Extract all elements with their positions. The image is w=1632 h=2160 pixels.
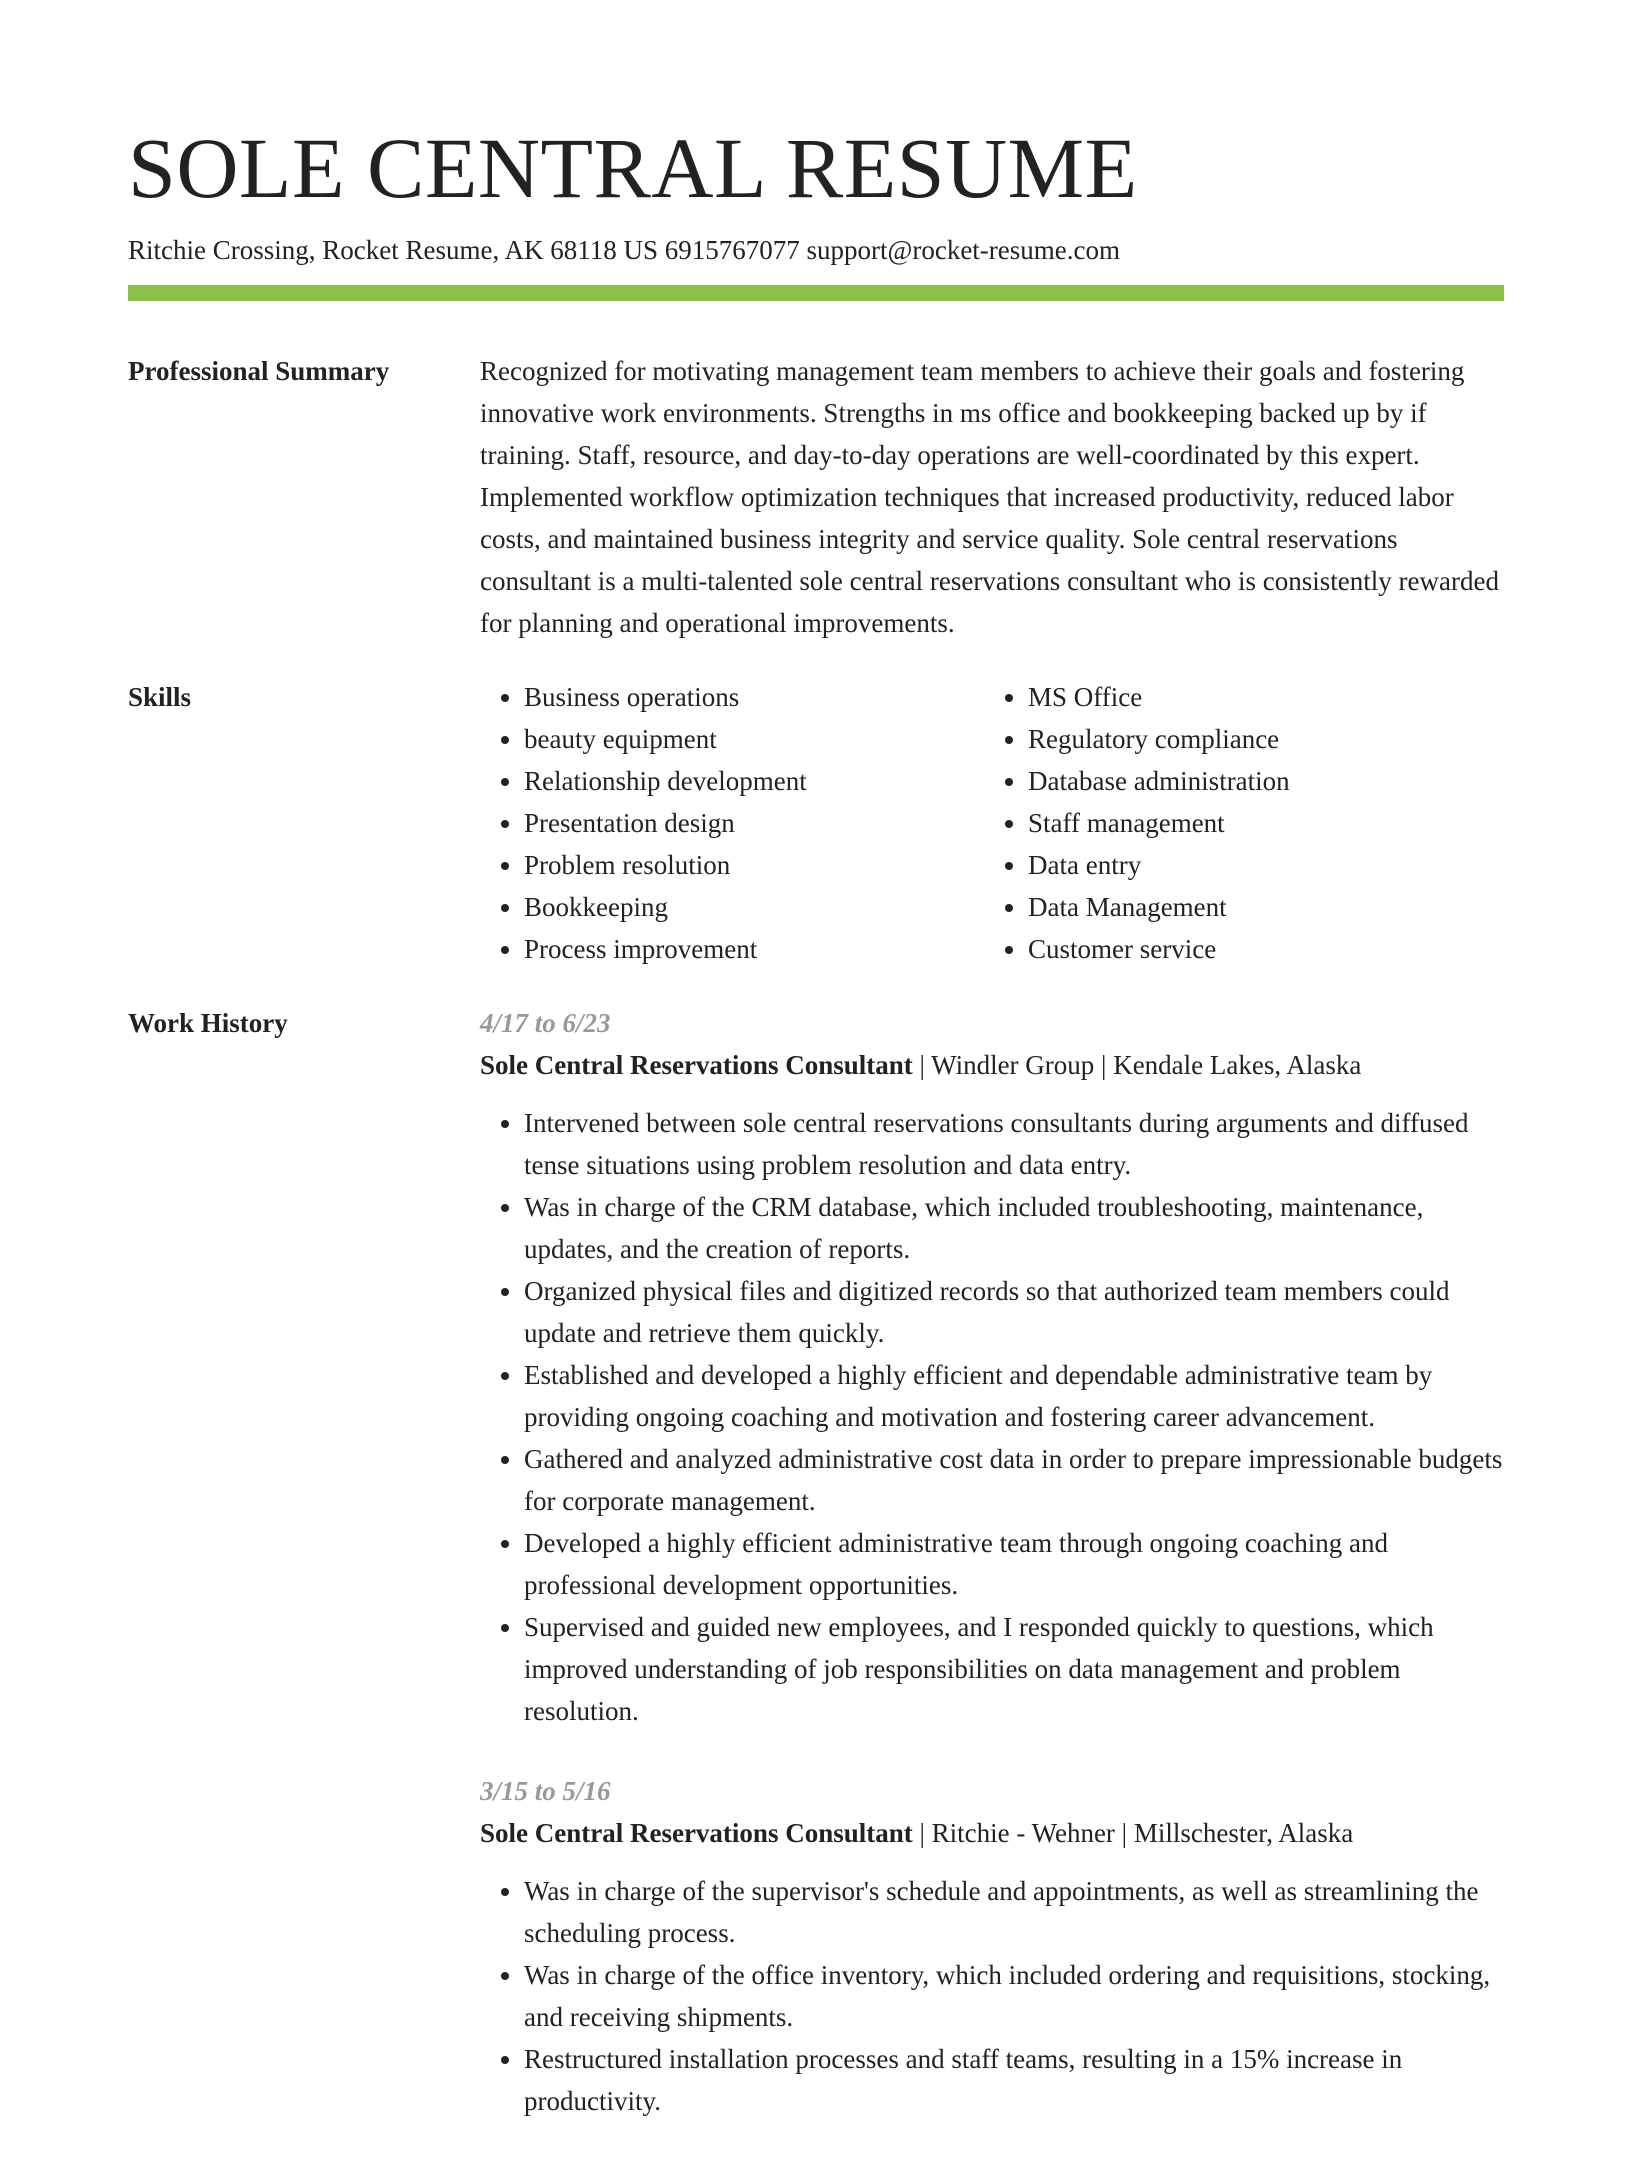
job-bullets <box>480 1870 1504 2122</box>
summary-text: Recognized for motivating management team members to achieve their goals and fostering innovative work environments. Strengths in ms office and bookkeeping backed up by if training. Staff, resource, and day-to-day operations are well-coordinated by this expert. Implemented workflow optimization techniques that increased productivity, reduced labor costs, and maintained business integrity and service quality. Sole central reservations consultant is a multi-talented sole central reservations consultant who is consistently rewarded for planning and operational improvements. <box>480 356 1499 638</box>
job-company-location: | Ritchie - Wehner | Millschester, Alaska <box>912 1818 1354 1848</box>
header-divider <box>128 285 1504 301</box>
job-company-location: | Windler Group | Kendale Lakes, Alaska <box>912 1050 1362 1080</box>
job-bullet: • Organized physical files and digitized records so that authorized team members could update and retrieve them quickly. <box>524 1270 1504 1354</box>
skills-list-right <box>984 676 1488 970</box>
job-title: Sole Central Reservations Consultant <box>480 1050 913 1080</box>
job-bullet: • Was in charge of the supervisor's schedule and appointments, as well as streamlining the scheduling process. <box>524 1870 1504 1954</box>
job-title: Sole Central Reservations Consultant <box>480 1818 913 1848</box>
job-bullet: • Supervised and guided new employees, and I responded quickly to questions, which improved understanding of job responsibilities on data management and problem resolution. <box>524 1606 1504 1732</box>
resume-name: SOLE CENTRAL RESUME <box>128 120 1138 216</box>
job-bullet: • Was in charge of the CRM database, which included troubleshooting, maintenance, updates, and the creation of reports. <box>524 1186 1504 1270</box>
skill-item: • Relationship development <box>524 760 984 802</box>
skill-item: • Data entry <box>1028 844 1488 886</box>
job-bullet: • Established and developed a highly efficient and dependable administrative team by providing ongoing coaching and motivation and fostering career advancement. <box>524 1354 1504 1438</box>
job-bullet: • Was in charge of the office inventory, which included ordering and requisitions, stocking, and receiving shipments. <box>524 1954 1504 2038</box>
job-bullets <box>480 1102 1504 1732</box>
skill-item: • Problem resolution <box>524 844 984 886</box>
skill-item: • Data Management <box>1028 886 1488 928</box>
job-dates: 3/15 to 5/16 <box>480 1776 611 1806</box>
job-header <box>480 1044 1504 1086</box>
job-bullet: • Developed a highly efficient administrative team through ongoing coaching and professional development opportunities. <box>524 1522 1504 1606</box>
skills-list-left <box>480 676 984 970</box>
skill-item: • Database administration <box>1028 760 1488 802</box>
skill-item: • Business operations <box>524 676 984 718</box>
skill-item: • Presentation design <box>524 802 984 844</box>
skill-item: • beauty equipment <box>524 718 984 760</box>
job-entry <box>480 1002 1504 1732</box>
skill-item: • Process improvement <box>524 928 984 970</box>
skill-item: • Regulatory compliance <box>1028 718 1488 760</box>
skill-item: • Bookkeeping <box>524 886 984 928</box>
work-history-heading: Work History <box>128 1008 288 1038</box>
job-bullet: • Intervened between sole central reservations consultants during arguments and diffused tense situations using problem resolution and data entry. <box>524 1102 1504 1186</box>
job-entry <box>480 1770 1504 2122</box>
skill-item: • Customer service <box>1028 928 1488 970</box>
skill-item: • MS Office <box>1028 676 1488 718</box>
job-bullet: • Gathered and analyzed administrative cost data in order to prepare impressionable budgets for corporate management. <box>524 1438 1504 1522</box>
job-header <box>480 1812 1504 1854</box>
job-dates: 4/17 to 6/23 <box>480 1008 611 1038</box>
skill-item: • Staff management <box>1028 802 1488 844</box>
summary-heading: Professional Summary <box>128 356 390 386</box>
contact-line: Ritchie Crossing, Rocket Resume, AK 68118 US 6915767077 support@rocket-resume.com <box>128 235 1120 265</box>
skills-heading: Skills <box>128 682 192 712</box>
job-bullet: • Restructured installation processes and staff teams, resulting in a 15% increase in productivity. <box>524 2038 1504 2122</box>
